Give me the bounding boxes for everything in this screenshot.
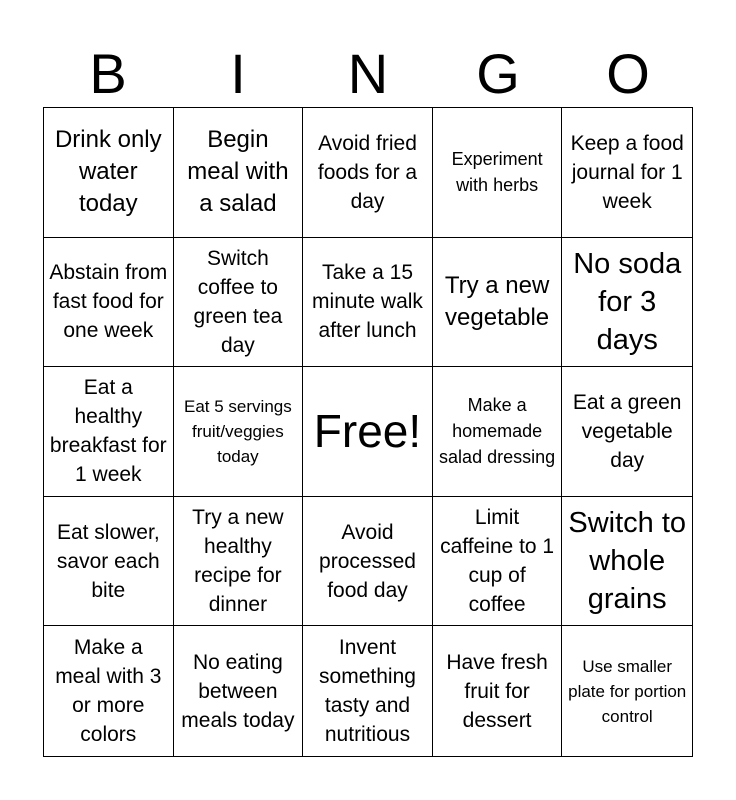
bingo-cell-r2c1[interactable] <box>44 238 174 368</box>
bingo-cell-r5c5[interactable] <box>562 626 692 756</box>
cell-text: Switch coffee to green tea day <box>193 246 283 357</box>
bingo-cell-r1c5[interactable] <box>562 108 692 238</box>
bingo-cell-r5c3[interactable] <box>303 626 433 756</box>
bingo-cell-r1c1[interactable] <box>44 108 174 238</box>
cell-text: No soda for 3 days <box>573 247 682 356</box>
bingo-cell-r1c3[interactable] <box>303 108 433 238</box>
bingo-cell-r1c4[interactable] <box>433 108 563 238</box>
cell-text: Make a meal with 3 or more colors <box>55 636 162 747</box>
cell-text: Keep a food journal for 1 week <box>570 131 684 213</box>
bingo-cell-r2c2[interactable] <box>174 238 304 368</box>
cell-text: Make a homemade salad dressing <box>439 395 556 468</box>
header-letter-b: B <box>89 42 127 105</box>
cell-text: Free! <box>313 405 422 458</box>
cell-text: Limit caffeine to 1 cup of coffee <box>440 506 555 617</box>
bingo-cell-r5c4[interactable] <box>433 626 563 756</box>
bingo-cell-r2c3[interactable] <box>303 238 433 368</box>
bingo-cell-r2c5[interactable] <box>562 238 692 368</box>
bingo-cell-r3c1[interactable] <box>44 367 174 497</box>
bingo-cell-r3c2[interactable] <box>174 367 304 497</box>
cell-text: Invent something tasty and nutritious <box>319 636 416 747</box>
bingo-cell-r5c2[interactable] <box>174 626 304 756</box>
bingo-cell-r3c5[interactable] <box>562 367 692 497</box>
header-letter-o: O <box>606 42 650 105</box>
cell-text: Begin meal with a salad <box>187 126 289 218</box>
bingo-cell-r4c2[interactable] <box>174 497 304 627</box>
cell-text: Try a new vegetable <box>444 271 550 331</box>
cell-text: Eat a green vegetable day <box>572 390 682 472</box>
cell-text: Abstain from fast food for one week <box>49 261 168 343</box>
cell-text: Use smaller plate for portion control <box>568 656 687 726</box>
cell-text: No eating between meals today <box>181 650 295 732</box>
cell-text: Avoid processed food day <box>319 520 416 602</box>
cell-text: Switch to whole grains <box>568 507 687 616</box>
header-letter-g: G <box>476 42 520 105</box>
cell-text: Experiment with herbs <box>451 149 543 196</box>
bingo-cell-r1c2[interactable] <box>174 108 304 238</box>
cell-text: Try a new healthy recipe for dinner <box>192 506 284 617</box>
bingo-cell-r4c5[interactable] <box>562 497 692 627</box>
cell-text: Take a 15 minute walk after lunch <box>312 261 423 343</box>
bingo-cell-r4c4[interactable] <box>433 497 563 627</box>
bingo-cell-r2c4[interactable] <box>433 238 563 368</box>
cell-text: Eat 5 servings fruit/veggies today <box>184 396 292 466</box>
bingo-board <box>43 107 693 757</box>
cell-text: Drink only water today <box>54 126 162 218</box>
header-letter-n: N <box>347 42 389 105</box>
bingo-cell-r3c4[interactable] <box>433 367 563 497</box>
cell-text: Eat a healthy breakfast for 1 week <box>49 376 167 487</box>
bingo-cell-free[interactable] <box>303 367 433 497</box>
bingo-cell-r5c1[interactable] <box>44 626 174 756</box>
bingo-cell-r4c3[interactable] <box>303 497 433 627</box>
cell-text: Avoid fried foods for a day <box>317 131 418 213</box>
header-letter-i: I <box>230 42 246 105</box>
cell-text: Have fresh fruit for dessert <box>446 650 548 732</box>
cell-text: Eat slower, savor each bite <box>56 520 160 602</box>
bingo-header <box>43 40 693 108</box>
bingo-cell-r4c1[interactable] <box>44 497 174 627</box>
